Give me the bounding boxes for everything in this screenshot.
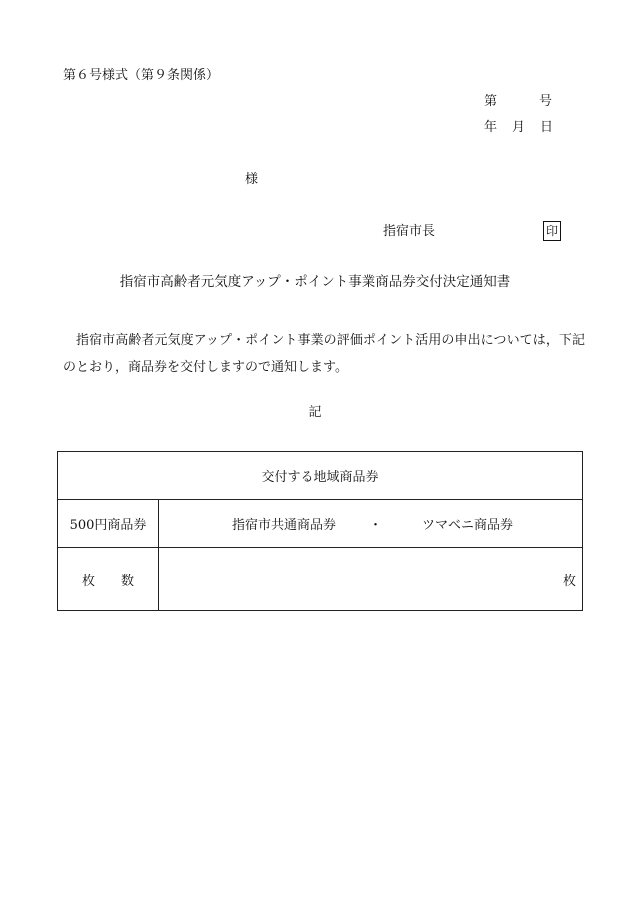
addressee-suffix: 様 [245,172,259,187]
table-header-row [58,452,583,500]
seal-mark: 印 [543,221,561,241]
count-unit: 枚 [562,573,576,589]
document-title: 指宿市高齢者元気度アップ・ポイント事業商品券交付決定通知書 [119,274,511,290]
month-label: 月 [512,120,526,135]
voucher-type-options [159,500,583,548]
count-label: 枚 数 [58,548,159,611]
voucher-type-row [58,500,583,548]
issue-date [484,121,553,134]
table-header: 交付する地域商品券 [58,452,583,500]
voucher-type-label: 500円商品券 [58,500,159,548]
count-value-cell [159,548,583,611]
issuer-title: 指宿市長 [383,224,436,239]
document-number-prefix: 第 [484,94,498,109]
document-number [484,95,552,108]
voucher-table [57,451,583,611]
option-tsumabeni: ツマベニ商品券 [422,518,514,533]
count-row [58,548,583,611]
document-number-suffix: 号 [539,94,553,109]
option-separator: ・ [369,518,383,533]
form-number: 第６号様式（第９条関係） [63,68,220,83]
option-kyotsu: 指宿市共通商品券 [232,518,337,533]
ki-marker: 記 [308,405,322,420]
day-label: 日 [540,120,554,135]
document-body: 指宿市高齢者元気度アップ・ポイント事業の評価ポイント活用の申出については，下記のとおり，商品券を交付しますので通知します。 [63,333,585,375]
year-label: 年 [484,120,498,135]
